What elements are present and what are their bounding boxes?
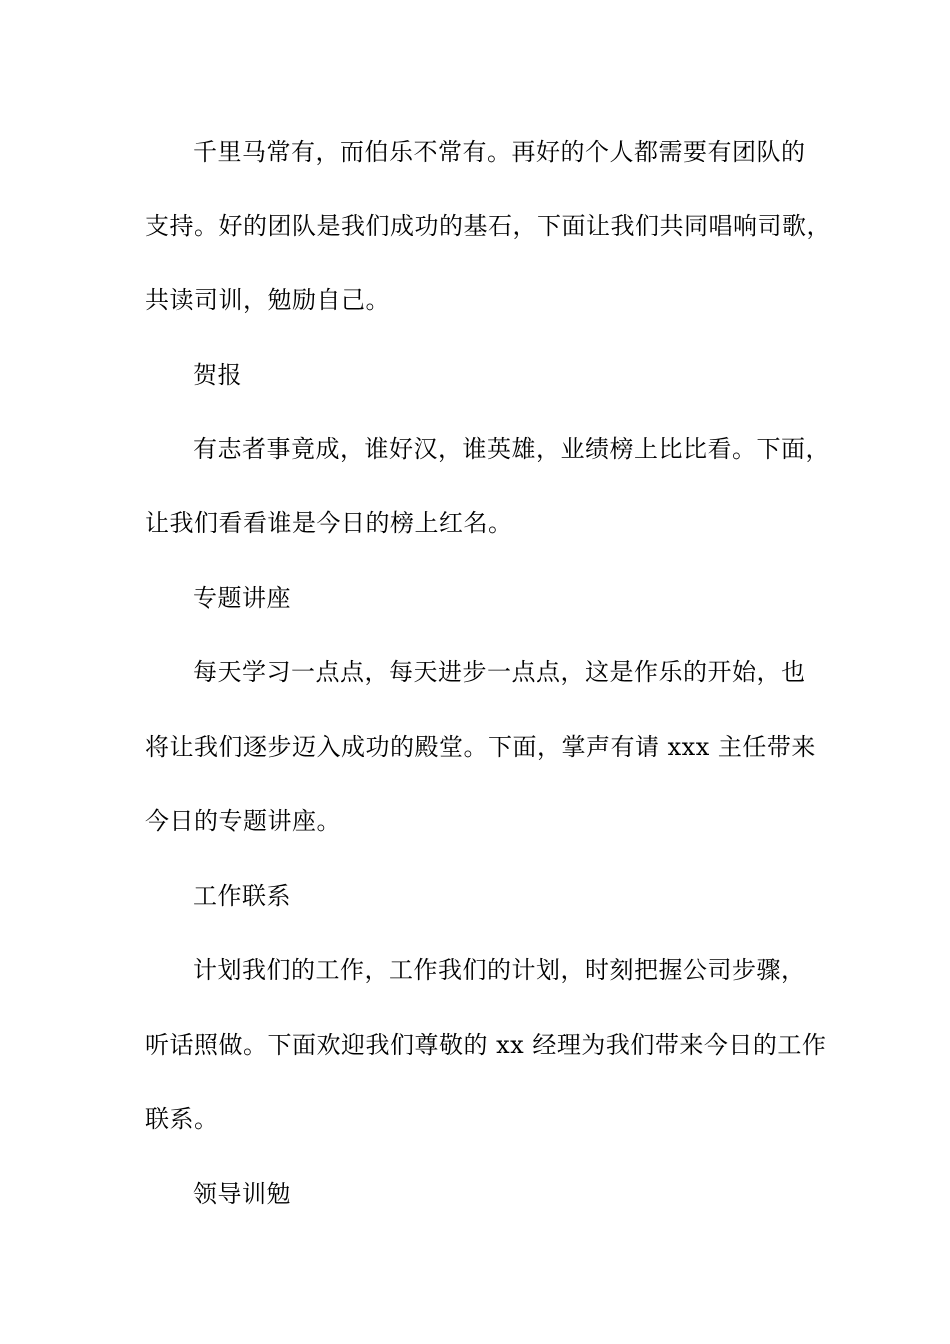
paragraph-line: 听话照做。下面欢迎我们尊敬的 xx 经理为我们带来今日的工作 [145,1031,827,1059]
section-heading: 专题讲座 [193,584,291,612]
paragraph-line: 共读司训，勉励自己。 [145,286,390,314]
paragraph-line: 今日的专题讲座。 [145,807,341,835]
paragraph-line: 千里马常有，而伯乐不常有。再好的个人都需要有团队的 [193,138,806,166]
section-heading: 领导训勉 [193,1180,291,1208]
paragraph-line: 将让我们逐步迈入成功的殿堂。下面，掌声有请 xxx 主任带来 [145,733,816,761]
paragraph-line: 支持。好的团队是我们成功的基石，下面让我们共同唱响司歌， [145,212,831,240]
paragraph-line: 计划我们的工作，工作我们的计划，时刻把握公司步骤， [193,956,806,984]
section-heading: 工作联系 [193,882,291,910]
paragraph-line: 联系。 [145,1105,219,1133]
section-heading: 贺报 [193,361,242,389]
paragraph-line: 让我们看看谁是今日的榜上红名。 [145,509,513,537]
paragraph-line: 每天学习一点点，每天进步一点点，这是作乐的开始，也 [193,658,806,686]
paragraph-line: 有志者事竟成，谁好汉，谁英雄，业绩榜上比比看。下面， [193,435,830,463]
